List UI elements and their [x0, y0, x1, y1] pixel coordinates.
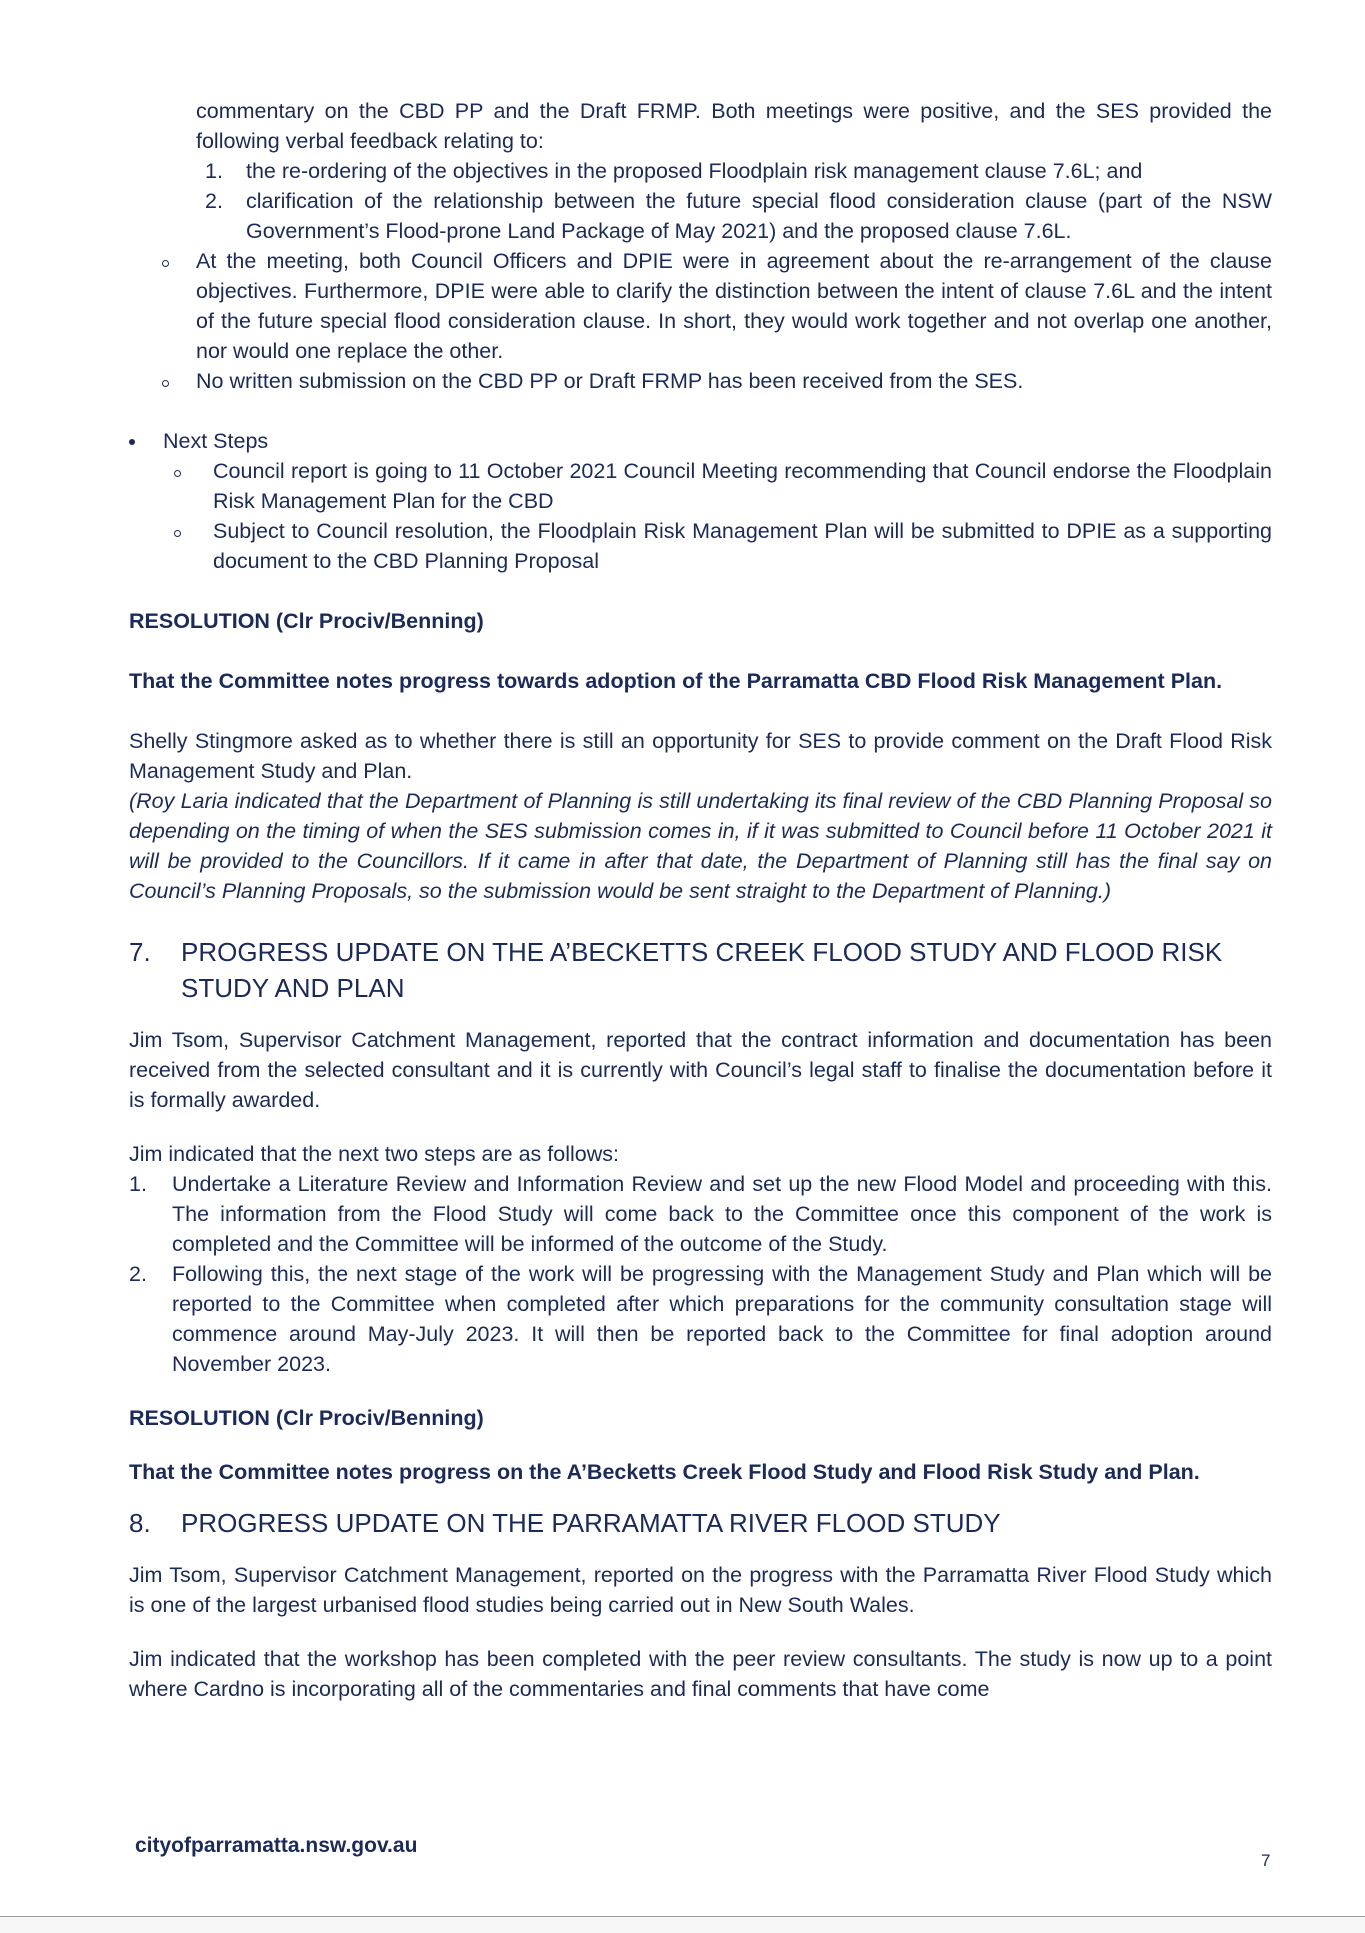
viewer-bottom-bar — [0, 1916, 1365, 1933]
section-8-heading — [129, 1505, 1272, 1541]
list-item — [196, 186, 1272, 246]
roy-answer: (Roy Laria indicated that the Department of Planning is still undertaking its final review of the CBD Planning Proposal so depending on the timing of when the SES submission comes in, if it was submitted to Council before 11 October 2021 it will be provided to the Councillors. If it came in after that date, the Department of Planning still has the final say on Council’s Planning Proposals, so the submission would be sent straight to the Department of Planning.) — [129, 789, 1272, 903]
circle-bullet-icon — [162, 260, 169, 267]
resolution-label: RESOLUTION (Clr Prociv/Benning) — [129, 1406, 484, 1430]
list-text: Undertake a Literature Review and Information Review and set up the new Flood Model and proceeding with this. The information from the Flood Study will come back to the Committee once this component of the work is completed and the Committee will be informed of the outcome of the Study. — [172, 1172, 1272, 1256]
list-text: Council report is going to 11 October 2021 Council Meeting recommending that Council endorse the Floodplain Risk Management Plan for the CBD — [213, 459, 1272, 513]
meeting-points-list — [129, 246, 1272, 396]
list-text: the re-ordering of the objectives in the proposed Floodplain risk management clause 7.6L; and — [246, 159, 1143, 183]
section-7-steps-list — [129, 1169, 1272, 1379]
list-number: 1. — [129, 1172, 147, 1196]
section-number: 8. — [129, 1508, 151, 1538]
resolution-label: RESOLUTION (Clr Prociv/Benning) — [129, 609, 484, 633]
section-title: PROGRESS UPDATE ON THE A’BECKETTS CREEK FLOOD STUDY AND FLOOD RISK STUDY AND PLAN — [181, 937, 1223, 1003]
list-item — [196, 156, 1272, 186]
section-title: PROGRESS UPDATE ON THE PARRAMATTA RIVER FLOOD STUDY — [181, 1508, 1001, 1538]
list-text: clarification of the relationship between the future special flood consideration clause (part of the NSW Government’s Flood-prone Land Package of May 2021) and the proposed clause 7.6L. — [246, 189, 1272, 243]
list-item — [129, 1259, 1272, 1379]
list-text: Following this, the next stage of the work will be progressing with the Management Study and Plan which will be reported to the Committee when completed after which preparations for the community consultation stage will commence around May-July 2023. It will then be reported back to the Committee for final adoption around November 2023. — [172, 1262, 1272, 1376]
list-number: 2. — [129, 1262, 147, 1286]
list-number: 1. — [205, 159, 223, 183]
page-number: 7 — [1261, 1851, 1271, 1870]
list-text: Subject to Council resolution, the Floodplain Risk Management Plan will be submitted to DPIE as a supporting document to the CBD Planning Proposal — [213, 519, 1272, 573]
list-text: No written submission on the CBD PP or Draft FRMP has been received from the SES. — [196, 369, 1024, 393]
resolution-text: That the Committee notes progress towards adoption of the Parramatta CBD Flood Risk Management Plan. — [129, 669, 1223, 693]
footer-website: cityofparramatta.nsw.gov.au — [135, 1834, 418, 1857]
section-8-paragraph: Jim indicated that the workshop has been completed with the peer review consultants. The study is now up to a point where Cardno is incorporating all of the commentaries and final comments that have come — [129, 1647, 1272, 1701]
list-item — [129, 1169, 1272, 1259]
list-item — [129, 246, 1272, 366]
section-7-steps-intro: Jim indicated that the next two steps are as follows: — [129, 1142, 619, 1166]
shelly-question: Shelly Stingmore asked as to whether there is still an opportunity for SES to provide comment on the Draft Flood Risk Management Study and Plan. — [129, 729, 1272, 783]
list-text: At the meeting, both Council Officers and DPIE were in agreement about the re-arrangement of the clause objectives. Furthermore, DPIE were able to clarify the distinction between the intent of clause 7.6L and the intent of the future special flood consideration clause. In short, they would work together and not overlap one another, nor would one replace the other. — [196, 249, 1272, 363]
list-number: 2. — [205, 189, 223, 213]
feedback-list — [196, 156, 1272, 246]
section-8-paragraph: Jim Tsom, Supervisor Catchment Management, reported on the progress with the Parramatta River Flood Study which is one of the largest urbanised flood studies being carried out in New South Wales. — [129, 1563, 1272, 1617]
document-body — [129, 96, 1272, 1704]
circle-bullet-icon — [174, 530, 181, 537]
circle-bullet-icon — [174, 470, 181, 477]
bullet-icon — [129, 439, 135, 445]
resolution-text: That the Committee notes progress on the A’Becketts Creek Flood Study and Flood Risk Study and Plan. — [129, 1460, 1200, 1484]
section-number: 7. — [129, 937, 151, 967]
continuation-intro: commentary on the CBD PP and the Draft FRMP. Both meetings were positive, and the SES provided the following verbal feedback relating to: — [196, 99, 1272, 153]
section-7-paragraph: Jim Tsom, Supervisor Catchment Management, reported that the contract information and documentation has been received from the selected consultant and it is currently with Council’s legal staff to finalise the documentation before it is formally awarded. — [129, 1028, 1272, 1112]
list-item — [129, 516, 1272, 576]
circle-bullet-icon — [162, 380, 169, 387]
section-7-heading — [129, 934, 1272, 1006]
next-steps-item — [129, 426, 1272, 456]
list-item — [129, 456, 1272, 516]
next-steps-list — [129, 456, 1272, 576]
next-steps-label: Next Steps — [163, 429, 269, 453]
list-item — [129, 366, 1272, 396]
